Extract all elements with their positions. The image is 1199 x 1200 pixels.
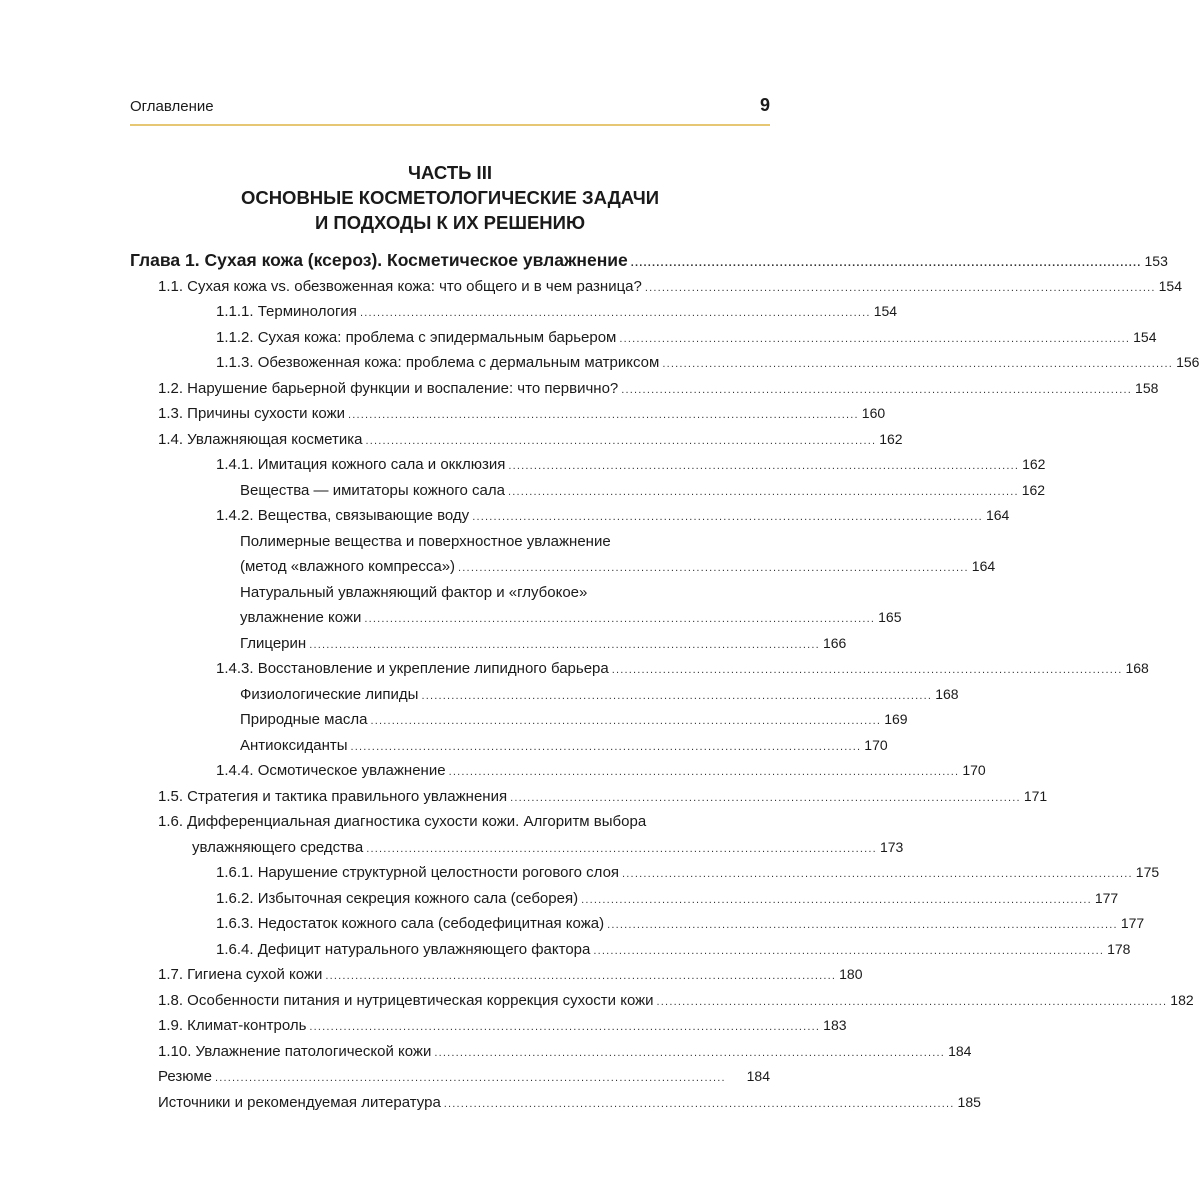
toc-entry[interactable]: [130, 911, 1145, 937]
toc-entry[interactable]: [130, 988, 1194, 1014]
toc-entry-title: 1.2. Нарушение барьерной функции и воспаление: что первично?: [158, 379, 619, 397]
toc-entry[interactable]: [130, 886, 1119, 912]
dot-leader: ........................................................................................................................: [448, 766, 960, 778]
toc-entry-page: 156: [1176, 354, 1199, 370]
toc-entry-line1[interactable]: [130, 580, 770, 606]
toc-entry[interactable]: [130, 784, 1048, 810]
dot-leader: ........................................................................................................................: [619, 332, 1131, 345]
toc-entry[interactable]: [130, 835, 904, 861]
toc-entry-page: 158: [1135, 379, 1159, 396]
toc-entry[interactable]: [130, 401, 886, 427]
part-title-line-1: ОСНОВНЫЕ КОСМЕТОЛОГИЧЕСКИЕ ЗАДАЧИ: [240, 187, 660, 208]
toc-entry-page: 170: [864, 736, 888, 753]
toc-entry-page: 160: [861, 405, 886, 421]
dot-leader: ........................................................................................................................: [508, 460, 1020, 472]
dot-leader: ........................................................................................................................: [621, 383, 1133, 396]
page-number: 9: [759, 95, 770, 115]
toc-entry[interactable]: [130, 1064, 770, 1090]
toc-entry-page: 180: [839, 966, 863, 982]
part-heading: [130, 160, 770, 235]
toc-entry-title: 1.10. Увлажнение патологической кожи: [158, 1042, 432, 1060]
toc-entry-page: 177: [1120, 915, 1145, 931]
toc-entry-title: увлажняющего средства: [192, 838, 364, 856]
toc-entry[interactable]: [130, 682, 959, 708]
toc-entry-title: 1.4.3. Восстановление и укрепление липидного барьера: [216, 660, 609, 677]
toc-entry[interactable]: [130, 1013, 847, 1039]
toc-entry-title: 1.3. Причины сухости кожи: [158, 405, 346, 422]
dot-leader: ........................................................................................................................: [458, 562, 969, 574]
dot-leader: ........................................................................................................................: [370, 715, 882, 727]
toc-entry[interactable]: [130, 554, 996, 580]
toc-entry-page: 178: [1107, 940, 1131, 957]
dot-leader: ........................................................................................................................: [366, 842, 877, 855]
dot-leader: ........................................................................................................................: [421, 689, 933, 702]
toc-entry-title: 1.4. Увлажняющая косметика: [158, 430, 363, 448]
toc-entry[interactable]: [130, 452, 1046, 478]
header-divider: [130, 124, 770, 126]
toc-entry-title: Глава 1. Сухая кожа (ксероз). Косметическое увлажнение: [130, 250, 628, 270]
toc-entry[interactable]: [130, 299, 898, 325]
toc-entry-page: 154: [1133, 328, 1157, 345]
dot-leader: ........................................................................................................................: [434, 1046, 946, 1059]
toc-entry-page: 162: [879, 430, 903, 447]
dot-leader: ........................................................................................................................: [365, 434, 877, 447]
toc-entry[interactable]: [130, 1090, 981, 1116]
toc-entry-title: Источники и рекомендуемая литература: [158, 1093, 441, 1111]
toc-entry-title-line1: 1.6. Дифференциальная диагностика сухости кожи. Алгоритм выбора: [158, 813, 647, 830]
toc-entry-title: 1.6.1. Нарушение структурной целостности рогового слоя: [216, 864, 620, 881]
dot-leader: ........................................................................................................................: [350, 740, 862, 753]
toc-entry[interactable]: [130, 758, 986, 784]
toc-entry-page: 184: [948, 1042, 972, 1059]
toc-entry[interactable]: [130, 707, 908, 733]
toc-entry[interactable]: [130, 1039, 972, 1065]
toc-chapter[interactable]: [130, 248, 1168, 274]
dot-leader: ........................................................................................................................: [364, 613, 876, 625]
toc-entry-title: Вещества — имитаторы кожного сала: [240, 481, 505, 499]
toc-entry-title: Глицерин: [240, 634, 307, 652]
toc-entry[interactable]: [130, 656, 1149, 682]
toc-entry[interactable]: [130, 274, 1182, 300]
toc-entry[interactable]: [130, 733, 888, 759]
dot-leader: ........................................................................................................................: [662, 358, 1174, 370]
toc-entry-title: 1.8. Особенности питания и нутрицевтическая коррекция сухости кожи: [158, 991, 654, 1009]
toc-entry-page: 164: [971, 558, 996, 574]
table-of-contents: [130, 248, 1199, 1115]
dot-leader: ........................................................................................................................: [593, 944, 1105, 957]
toc-entry-title: Физиологические липиды: [240, 685, 419, 703]
dot-leader: ........................................................................................................................: [214, 1072, 726, 1084]
dot-leader: ........................................................................................................................: [472, 511, 983, 523]
toc-entry-title: 1.5. Стратегия и тактика правильного увлажнения: [158, 787, 508, 805]
toc-entry-page: 165: [878, 609, 902, 625]
toc-entry-title: 1.9. Климат-контроль: [158, 1017, 307, 1034]
toc-entry-page: 168: [935, 685, 959, 702]
dot-leader: ........................................................................................................................: [309, 638, 820, 651]
toc-entry-title: 1.6.3. Недостаток кожного сала (себодефицитная кожа): [216, 915, 605, 932]
toc-entry-title: 1.4.2. Вещества, связывающие воду: [216, 507, 470, 524]
toc-entry-page: 173: [879, 838, 904, 855]
dot-leader: ........................................................................................................................: [622, 868, 1133, 880]
toc-entry-title: (метод «влажного компресса»): [240, 558, 456, 575]
dot-leader: ........................................................................................................................: [581, 893, 1092, 906]
toc-entry-page: 154: [1158, 277, 1182, 294]
toc-entry-title: 1.4.1. Имитация кожного сала и окклюзия: [216, 456, 506, 473]
toc-entry-title: Антиоксиданты: [240, 736, 348, 754]
toc-entry-title: 1.6.2. Избыточная секреция кожного сала (себорея): [216, 889, 579, 907]
toc-entry-page: 162: [1021, 481, 1046, 498]
dot-leader: ........................................................................................................................: [325, 970, 837, 982]
part-number: ЧАСТЬ III: [408, 162, 492, 183]
toc-entry-title: Природные масла: [240, 711, 368, 728]
dot-leader: ........................................................................................................................: [644, 281, 1156, 294]
toc-entry-title: увлажнение кожи: [240, 609, 362, 626]
dot-leader: ........................................................................................................................: [348, 409, 859, 421]
header-title: Оглавление: [130, 98, 214, 115]
toc-entry-title: 1.1.1. Терминология: [216, 303, 357, 320]
toc-entry-page: 153: [1144, 253, 1168, 269]
dot-leader: ........................................................................................................................: [510, 791, 1021, 804]
toc-entry-title: 1.1.2. Сухая кожа: проблема с эпидермальным барьером: [216, 328, 617, 346]
toc-entry-page: 169: [884, 711, 908, 727]
toc-entry-page: 166: [822, 634, 847, 651]
toc-entry-line1[interactable]: [130, 529, 770, 555]
toc-entry-page: 182: [1170, 991, 1194, 1008]
toc-entry[interactable]: [130, 605, 902, 631]
running-header: [130, 95, 770, 120]
toc-entry-page: 154: [873, 303, 898, 319]
toc-entry[interactable]: [130, 860, 1160, 886]
dot-leader: ........................................................................................................................: [656, 995, 1168, 1008]
dot-leader: ........................................................................................................................: [611, 664, 1123, 676]
toc-entry-page: 164: [985, 507, 1010, 523]
dot-leader: ........................................................................................................................: [359, 307, 871, 319]
toc-entry[interactable]: [130, 427, 903, 453]
toc-entry[interactable]: [130, 503, 1010, 529]
toc-entry-page: 177: [1094, 889, 1119, 906]
toc-entry[interactable]: [130, 478, 1046, 504]
toc-entry-title: 1.7. Гигиена сухой кожи: [158, 966, 323, 983]
toc-entry-page: 185: [957, 1093, 981, 1110]
toc-entry[interactable]: [130, 631, 847, 657]
dot-leader: ........................................................................................................................: [630, 257, 1142, 269]
dot-leader: ........................................................................................................................: [443, 1097, 955, 1110]
toc-entry-title-line1: Полимерные вещества и поверхностное увлажнение: [240, 532, 611, 550]
toc-entry-title-line1: Натуральный увлажняющий фактор и «глубокое»: [240, 583, 588, 601]
toc-entry-title: Резюме: [158, 1068, 212, 1085]
toc-entry-page: 162: [1022, 456, 1046, 472]
dot-leader: ........................................................................................................................: [507, 485, 1019, 498]
dot-leader: ........................................................................................................................: [607, 919, 1118, 931]
toc-entry-page: 175: [1135, 864, 1160, 880]
toc-entry-title: 1.1. Сухая кожа vs. обезвоженная кожа: что общего и в чем разница?: [158, 277, 642, 295]
toc-entry-title: 1.4.4. Осмотическое увлажнение: [216, 762, 446, 779]
part-title-line-2: И ПОДХОДЫ К ИХ РЕШЕНИЮ: [314, 212, 586, 233]
toc-entry-page: 184: [746, 1068, 770, 1084]
toc-entry-title: 1.1.3. Обезвоженная кожа: проблема с дермальным матриксом: [216, 354, 660, 371]
toc-entry[interactable]: [130, 325, 1157, 351]
toc-entry-line1[interactable]: [130, 809, 770, 835]
toc-entry[interactable]: [130, 937, 1131, 963]
toc-entry-page: 168: [1125, 660, 1149, 676]
toc-entry[interactable]: [130, 376, 1159, 402]
toc-entry[interactable]: [130, 962, 863, 988]
dot-leader: ........................................................................................................................: [309, 1021, 821, 1033]
toc-entry-page: 170: [962, 762, 986, 778]
toc-entry-title: 1.6.4. Дефицит натурального увлажняющего фактора: [216, 940, 591, 958]
toc-entry-page: 183: [823, 1017, 847, 1033]
toc-entry[interactable]: [130, 350, 1199, 376]
toc-entry-page: 171: [1023, 787, 1048, 804]
